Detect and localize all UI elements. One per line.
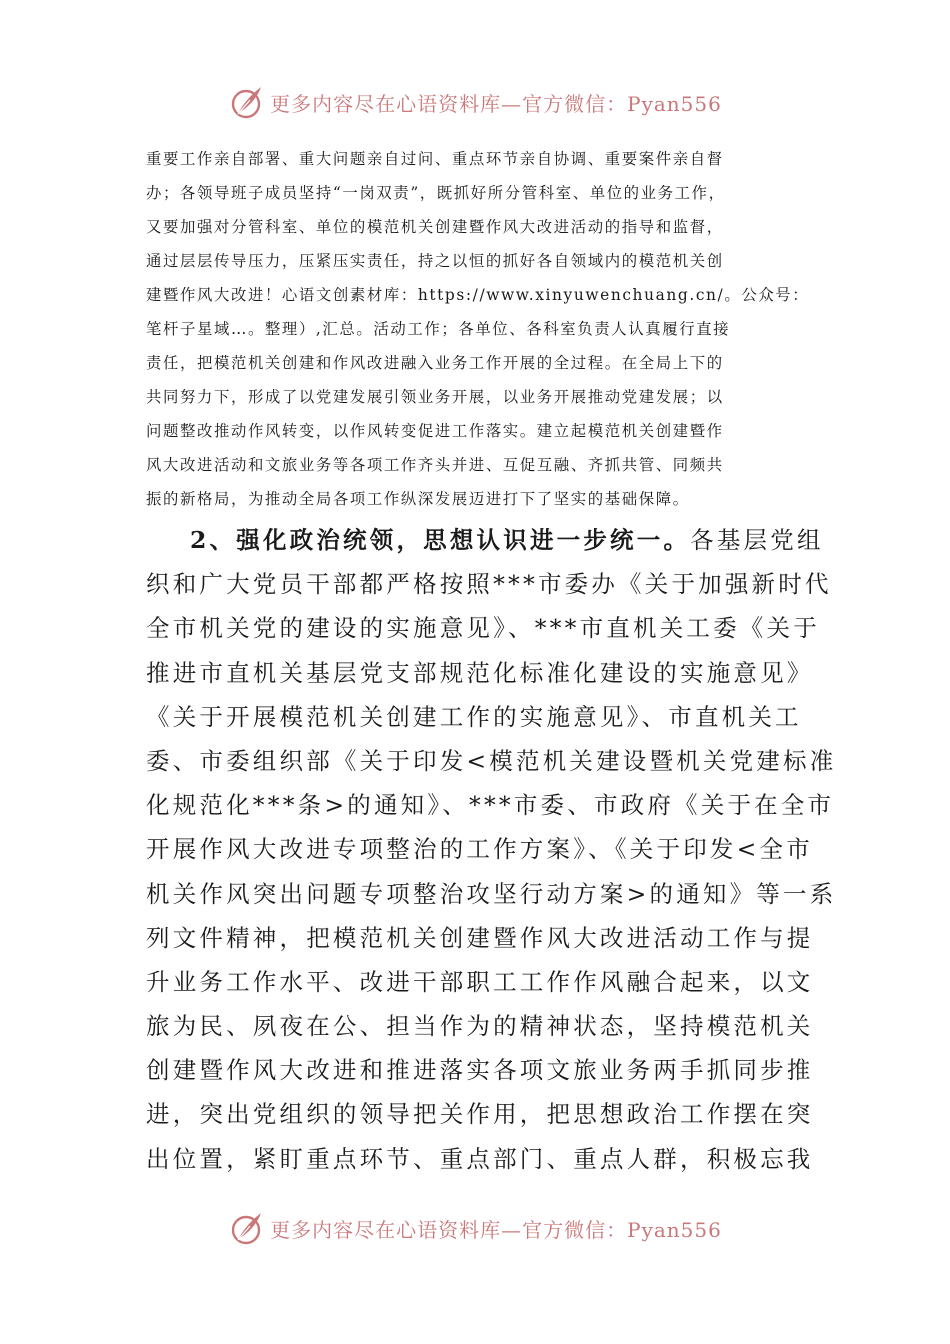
text-line: 办；各领导班子成员坚持“一岗双责”，既抓好所分管科室、单位的业务工作， — [146, 184, 726, 202]
text-line: 委、市委组织部《关于印发<模范机关建设暨机关党建标准 — [146, 746, 837, 775]
text-line: 机关作风突出问题专项整治攻坚行动方案>的通知》等一系 — [146, 879, 837, 908]
text-line: 旅为民、夙夜在公、担当作为的精神状态，坚持模范机关 — [146, 1012, 814, 1041]
heading-continuation: 各基层党组 — [690, 526, 824, 554]
text-line: 列文件精神，把模范机关创建暨作风大改进活动工作与提 — [146, 923, 814, 952]
text-line: 重要工作亲自部署、重大问题亲自过问、重点环节亲自协调、重要案件亲自督 — [146, 150, 724, 168]
text-line: 升业务工作水平、改进干部职工工作作风融合起来，以文 — [146, 967, 814, 996]
text-line: 振的新格局，为推动全局各项工作纵深发展迈进打下了坚实的基础保障。 — [146, 490, 690, 508]
feather-pen-icon — [228, 1210, 264, 1246]
header-banner-text: 更多内容尽在心语资料库—官方微信：Pyan556 — [270, 91, 722, 116]
section-heading: 2、强化政治统领，思想认识进一步统一。 — [190, 526, 691, 554]
text-line: 又要加强对分管科室、单位的模范机关创建暨作风大改进活动的指导和监督， — [146, 218, 724, 236]
feather-pen-icon — [228, 84, 264, 120]
text-line: 推进市直机关基层党支部规范化标准化建设的实施意见》 — [146, 658, 814, 687]
text-line: 开展作风大改进专项整治的工作方案》、《关于印发<全市 — [146, 835, 813, 864]
text-line: 通过层层传导压力，压紧压实责任，持之以恒的抓好各自领域内的模范机关创 — [146, 252, 724, 270]
text-line: 风大改进活动和文旅业务等各项工作齐头并进、互促互融、齐抓共管、同频共 — [146, 456, 724, 474]
section-2-paragraph — [146, 518, 837, 1181]
text-line: 化规范化***条>的通知》、***市委、市政府《关于在全市 — [146, 791, 835, 820]
paragraph-continuation — [146, 142, 810, 516]
header-banner — [0, 80, 950, 124]
text-line: 创建暨作风大改进和推进落实各项文旅业务两手抓同步推 — [146, 1056, 814, 1085]
text-line: 共同努力下，形成了以党建发展引领业务开展，以业务开展推动党建发展；以 — [146, 388, 724, 406]
text-line: 问题整改推动作风转变，以作风转变促进工作落实。建立起模范机关创建暨作 — [146, 422, 724, 440]
text-line: 出位置，紧盯重点环节、重点部门、重点人群，积极忘我 — [146, 1144, 814, 1173]
text-line: 笔杆子星域…。整理）,汇总。活动工作；各单位、各科室负责人认真履行直接 — [146, 320, 731, 338]
text-line: 全市机关党的建设的实施意见》、***市直机关工委《关于 — [146, 614, 820, 643]
text-line: 进，突出党组织的领导把关作用，把思想政治工作摆在突 — [146, 1100, 814, 1129]
footer-banner-text: 更多内容尽在心语资料库—官方微信：Pyan556 — [270, 1217, 722, 1242]
text-line: 织和广大党员干部都严格按照***市委办《关于加强新时代 — [146, 570, 832, 599]
footer-banner — [0, 1206, 950, 1250]
text-line: 《关于开展模范机关创建工作的实施意见》、市直机关工 — [146, 702, 802, 731]
text-line: 责任，把模范机关创建和作风改进融入业务工作开展的全过程。在全局上下的 — [146, 354, 724, 372]
text-line — [146, 518, 824, 562]
text-line: 建暨作风大改进！心语文创素材库：https://www.xinyuwenchuang.cn/。公众号： — [146, 286, 810, 304]
